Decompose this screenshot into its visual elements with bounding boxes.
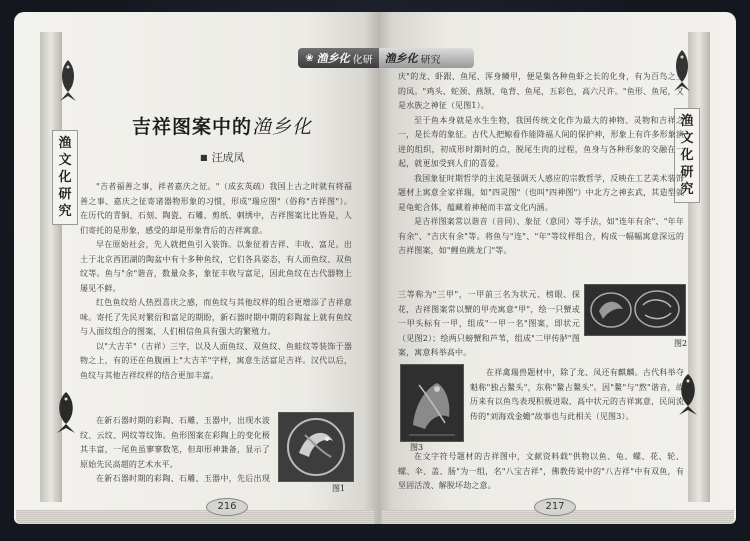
right-body-text-mid — [398, 288, 580, 360]
left-vertical-label: 渔文化研究 — [52, 130, 78, 225]
figure-3-image — [400, 364, 464, 442]
header-left-logo: 渔乡化 — [316, 52, 350, 65]
header-right — [379, 48, 474, 68]
figure-3-caption: 图3 — [410, 443, 424, 452]
right-body-text-lower — [470, 366, 684, 440]
paragraph: 至于鱼本身就是水生生物，我国传统文化作为最大的神物、灵物和吉祥之一，是长寿的象征。古代人把鲸看作能降福人间的保护神，形象上有许多形象演进的组织，初成形时期时的点，脱尾生肉的过程，鱼身与各种形象的交融在一起，就更加受到人们的喜爱。 — [398, 115, 684, 168]
fish-icon — [52, 382, 80, 442]
right-body-text — [398, 70, 684, 286]
book-spread — [14, 12, 736, 537]
paragraph: 在祥禽瑞兽题材中，除了龙、凤还有麒麟。古代科举夺魁称"独占鳌头"，东称"鳌占鳌头"。因"鳌"与"熬"谐音，故历来有以鱼鸟表现积极进取、高中状元的吉祥寓意，民间流传的"刘海戏金蟾"故事也与此相关（见图3）。 — [470, 368, 684, 421]
paragraph: 我国象征时期哲学的主流是强调天人感应的宗教哲学，反映在工艺美术装饰题材上寓意全家祥瑞，如"四灵图"（也叫"四神图"）中北方之神玄武，其造型就是龟蛇合体，蕴藏着神秘而丰富文化内涵。 — [398, 173, 684, 212]
running-header — [298, 48, 474, 68]
page-number-left: 216 — [206, 498, 248, 516]
figure-1-image — [278, 412, 354, 482]
page-number-right: 217 — [534, 498, 576, 516]
paragraph: 在新石器时期的彩陶、石雕、玉器中，出现水波纹、云纹、网纹等纹饰。鱼形图案在彩陶上的变化极其丰富，一尾鱼虽寥寥数笔，但却形神兼备，显示了原始先民高超的艺术水平。 — [80, 416, 270, 469]
paragraph: 在文字符号题材的吉祥图中，文献资料载"供物以鱼、龟、螺、花、轮、螺、伞、盖、肠"为一组，名"八宝吉祥"，佛教传说中的"八吉祥"中有双鱼，有坚固活泼、解脱坏劫之意。 — [398, 452, 684, 490]
article-title — [132, 112, 312, 139]
header-left — [298, 48, 379, 68]
header-left-suffix: 化研 — [352, 54, 373, 66]
left-body-text-lower — [80, 414, 270, 488]
title-main: 吉祥图案中的 — [132, 116, 253, 138]
title-script: 渔乡化 — [252, 116, 313, 138]
page-edge-left — [16, 510, 374, 524]
paragraph: 是吉祥图案常以谐音（音同）、象征（意同）等手法，如"连年有余"、"年年有余"、"吉庆有余"等。将鱼与"连"、"年"等纹样组合，构成一幅幅寓意深远的吉祥图案，如"鲤鱼跳龙门"等。 — [398, 217, 684, 255]
author-name: ■ 汪成凤 — [200, 149, 245, 165]
right-body-text-bottom — [398, 450, 684, 494]
header-right-logo: 渔乡化 — [384, 52, 418, 65]
figure-1-caption: 图1 — [332, 484, 346, 493]
paragraph: 以"大吉羊"（吉祥）三字，以及人面鱼纹、双鱼纹、鱼蛙纹等装饰于器物之上，有的还在鱼腹画上"大吉羊"字样，寓意生活富足吉祥。汉代以后，鱼纹与其他吉祥纹样的结合更加丰富。 — [80, 341, 352, 380]
paragraph: 早在原始社会，先人就把鱼引入装饰。以象征着吉祥、丰收、富足。出土于北京西团湖的陶盆中有十多种鱼纹，它们各具姿态，有人面鱼纹、双鱼纹等。鱼与"余"谐音，数量众多，象征丰收与富足，因此鱼纹在古代器物上屡见不鲜。 — [80, 240, 352, 293]
left-body-text — [80, 180, 352, 412]
paragraph: 三等称为"三甲"，一甲前三名为状元、榜眼、探花，吉祥图案常以蟹的甲壳寓意"甲"，绘一只蟹或一甲头标有一甲，组成"一甲一名"图案，即状元（见图2）；绘两只螃蟹和芦苇，组成"二甲传胪"图案，寓意科举高中。 — [398, 290, 580, 357]
header-right-suffix: 研究 — [420, 54, 441, 66]
paragraph: 在新石器时期的彩陶、石雕、玉器中，先后出现 — [96, 474, 270, 483]
right-page — [378, 12, 736, 524]
right-vertical-label: 渔文化研究 — [674, 108, 700, 203]
right-margin-strip — [688, 32, 710, 502]
figure-2-image — [584, 284, 686, 336]
fish-icon — [54, 58, 82, 102]
left-page — [14, 12, 378, 524]
paragraph: "吉者福善之事，祥者嘉庆之征。"（成玄英疏）我国上古之时就有将福善之事、嘉庆之征寄诸器物形象的习惯，形成"瑞应图"（俗称"吉祥图"）。在历代的青铜、石刻、陶瓷、石雕、剪纸、刺绣中，吉祥图案比比皆是，人们寄托的是形象，感受的却是形象背后的吉祥寓意。 — [80, 182, 352, 235]
paragraph: 红色鱼纹给人热烈喜庆之感，而鱼纹与其他纹样的组合更增添了吉祥意味。寄托了先民对繁衍和富足的期盼，新石器时期中期的彩陶盆上就有鱼纹与人面纹组合的图案，人们相信鱼具有强大的繁殖力。 — [80, 298, 352, 336]
fish-icon: ❀ — [305, 52, 314, 64]
figure-2-caption: 图2 — [674, 339, 688, 348]
paragraph: 庆"的龙、虾跟、鱼尾、浑身鳞甲，便是集各种鱼虾之长的化身，有为百鸟之王的凤。"鸡头、蛇颈、燕颔、龟背、鱼尾，五彩色，高六尺许。"鱼形、鱼尾，又是水族之神征（见图1）。 — [398, 72, 684, 110]
